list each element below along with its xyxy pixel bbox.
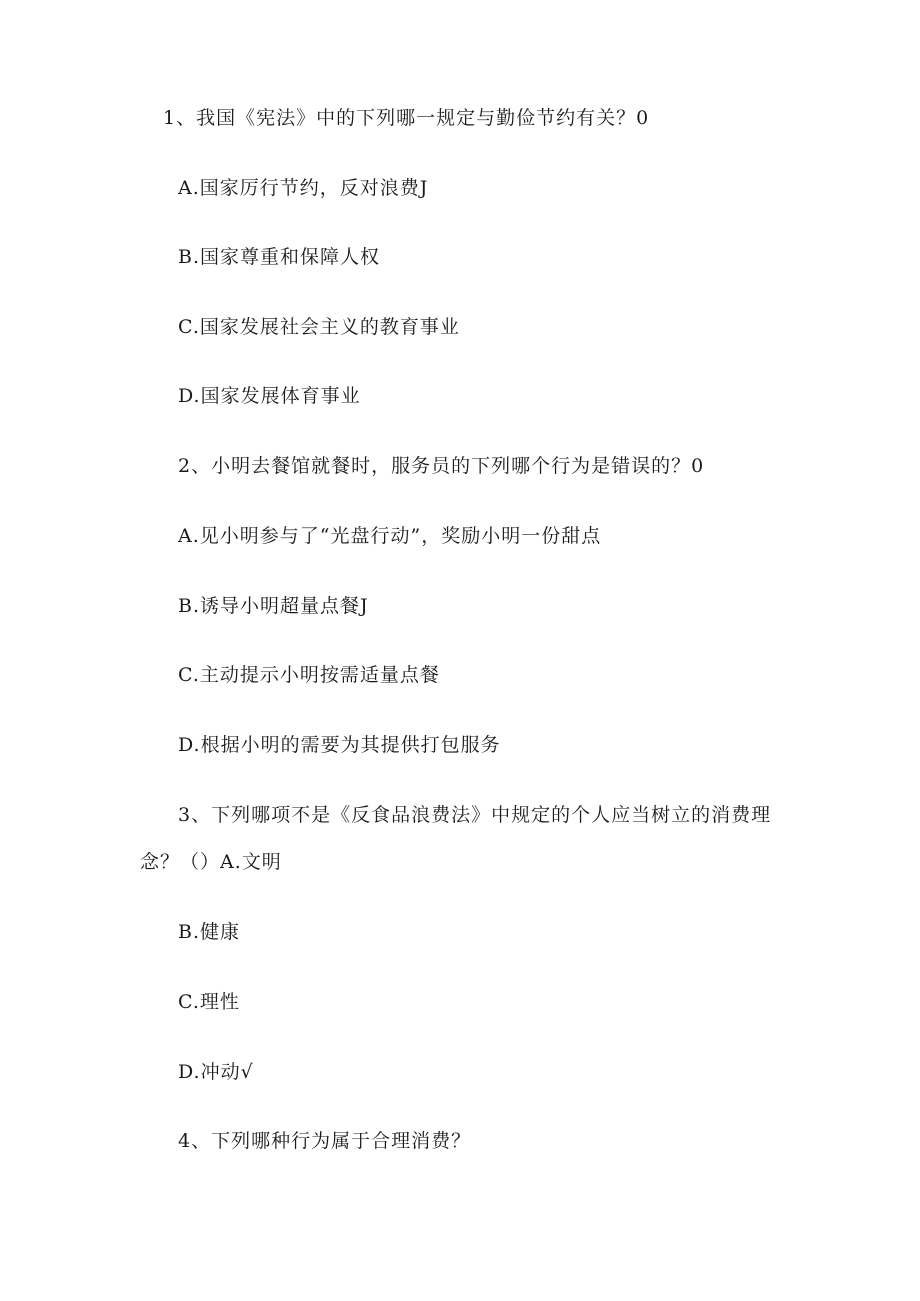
question-1-option-a: A.国家厉行节约，反对浪费J <box>178 177 429 199</box>
question-1-stem: 1、我国《宪法》中的下列哪一规定与勤俭节约有关？0 <box>163 107 650 129</box>
question-1-option-c: C.国家发展社会主义的教育事业 <box>178 316 460 338</box>
question-4-stem: 4、下列哪种行为属于合理消费？ <box>178 1130 472 1152</box>
question-3-option-c: C.理性 <box>178 991 240 1013</box>
question-3-stem-line-1: 3、下列哪项不是《反食品浪费法》中规定的个人应当树立的消费理 <box>178 804 772 826</box>
question-2-option-c: C.主动提示小明按需适量点餐 <box>178 664 440 686</box>
question-3-option-d: D.冲动√ <box>178 1061 254 1083</box>
question-3-option-b: B.健康 <box>178 921 241 943</box>
question-2-option-a: A.见小明参与了“光盘行动”，奖励小明一份甜点 <box>178 525 602 547</box>
question-3-stem-line-2: 念？（）A.文明 <box>140 851 282 873</box>
question-1-option-b: B.国家尊重和保障人权 <box>178 246 381 268</box>
question-2-option-b: B.诱导小明超量点餐J <box>178 595 369 617</box>
question-2-option-d: D.根据小明的需要为其提供打包服务 <box>178 734 501 756</box>
question-2-stem: 2、小明去餐馆就餐时，服务员的下列哪个行为是错误的？0 <box>178 455 705 477</box>
question-1-option-d: D.国家发展体育事业 <box>178 385 361 407</box>
